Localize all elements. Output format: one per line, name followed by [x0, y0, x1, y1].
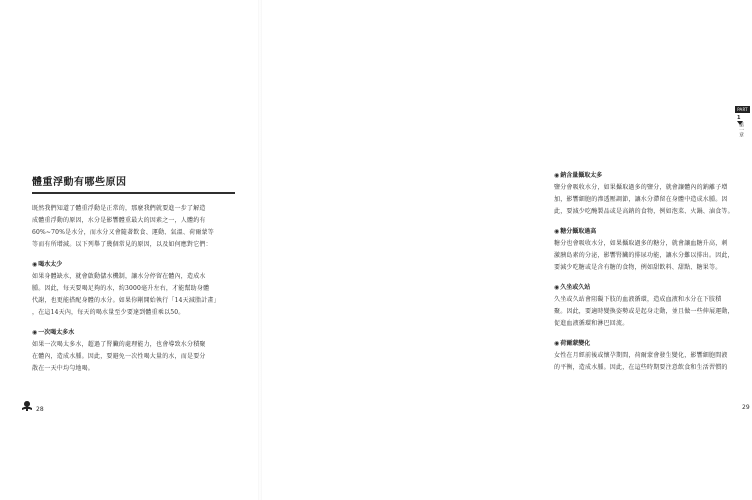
page-number-left: 28: [36, 406, 44, 413]
entry-heading-text: 糖分攝取過高: [560, 228, 597, 235]
part-tab: [735, 106, 751, 142]
entry-body: 久坐或久站會阻礙下肢的血液循環，造成血液和水分在下肢積 聚。因此，要適時變換姿勢或是起身走動，並且做一些伸展運動， 促進血液循環和淋巴回流。: [554, 296, 734, 327]
entry-heading: [554, 170, 752, 182]
left-page-content: [32, 173, 235, 375]
section-title: 體重浮動有哪些原因: [32, 177, 127, 188]
entry-heading: [32, 259, 235, 271]
entry-heading: [554, 282, 752, 294]
content-entry-water-too-little: [32, 259, 235, 319]
content-entry-hormone: [554, 338, 752, 374]
part-number: 1: [737, 115, 741, 121]
entry-heading-text: 鈉含量攝取太多: [560, 172, 603, 179]
bullet-icon: ◉: [554, 340, 560, 347]
content-entry-water-too-much: [32, 327, 235, 375]
entry-body: 如果一次喝太多水，超過了腎臟的處理能力，也會導致水分積聚 在體內，造成水腫。因此，要避免一次性喝大量的水，而是要分 散在一天中均勻地喝。: [32, 341, 206, 372]
content-entry-sodium: [554, 170, 752, 218]
entry-heading-text: 喝水太少: [38, 261, 63, 268]
entry-body: 女性在月經前後或懷孕期間，荷爾蒙會發生變化，影響細胞間液 的平衡，造成水腫。因此，在這些時期要注意飲食和生活習慣的: [554, 352, 728, 371]
entry-body: 鹽分會吸收水分，如果攝取過多的鹽分，就會讓體內的鈉離子增 加，影響細胞的滲透壓調節，讓水分滯留在身體中造成水腫。因 此，要減少吃醃製品或是高鈉的食物，例如泡菜、火鍋、滷食等。: [554, 184, 734, 215]
content-entry-posture: [554, 282, 752, 330]
entry-body: 糖分也會吸收水分，如果攝取過多的糖分，就會讓血糖升高，刺 激胰島素的分泌，影響腎臟的排尿功能，讓水分難以排出。因此， 要減少吃糖或是含有糖的食物，例如甜飲料、甜點、糖果等。: [554, 240, 734, 271]
entry-heading: [32, 327, 235, 339]
content-entry-sugar: [554, 226, 752, 274]
bullet-icon: ◉: [32, 329, 38, 336]
part-title: 第一章: [738, 122, 744, 137]
right-page: [260, 0, 750, 500]
entry-heading-text: 久坐或久站: [560, 284, 591, 291]
bullet-icon: ◉: [554, 172, 560, 179]
page-number-right: 29: [742, 404, 750, 411]
entry-heading-text: 一次喝太多水: [38, 329, 75, 336]
bullet-icon: ◉: [32, 261, 38, 268]
section-intro: 既然我們知道了體重浮動是正常的，那麼我們就要進一步了解造 成體重浮動的原因，水分是影響體重最大的因素之一，人體約有 60%~70%是水分，而水分又會隨著飲食、運動、氣溫、荷爾蒙等 等而有所增減。以下列舉了幾個常見的原因，以及如何應對它們：: [32, 205, 214, 248]
entry-body: 如果身體缺水，就會啟動儲水機制，讓水分停留在體內，造成水 腫。因此，每天要喝足夠的水，約3000毫升左右，才能幫助身體 代謝，也更能搭配身體的水分。如果你剛開始執行「14天減脂計畫」 ，在這14天內，每天的喝水量至少要達到體重乘以50。: [32, 273, 220, 316]
ornament-icon: [20, 400, 34, 412]
entry-heading: [554, 226, 752, 238]
left-page: [0, 0, 260, 500]
entry-heading: [554, 338, 752, 350]
bullet-icon: ◉: [554, 284, 560, 291]
entry-heading-text: 荷爾蒙變化: [560, 340, 591, 347]
part-label-box: PART: [735, 106, 750, 113]
title-underline: [32, 192, 235, 194]
right-page-content: [554, 170, 752, 374]
bullet-icon: ◉: [554, 228, 560, 235]
